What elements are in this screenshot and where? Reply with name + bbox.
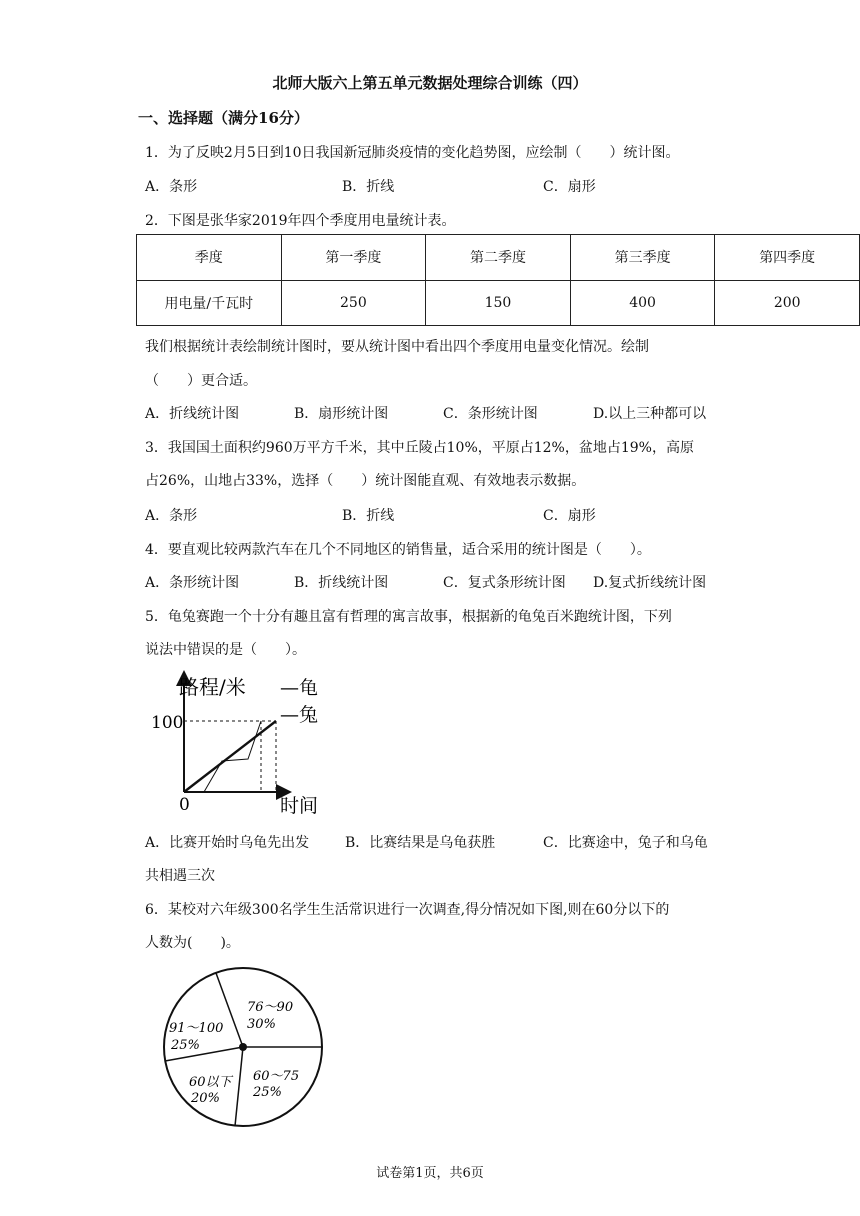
- x-axis-label: 时间: [280, 795, 319, 817]
- question-5-line2: 说法中错误的是（ ）。: [145, 642, 306, 658]
- table-header-cell: 第四季度: [715, 235, 860, 281]
- question-3-line2: 占26%，山地占33%，选择（ ）统计图能直观、有效地表示数据。: [145, 473, 586, 489]
- table-row: [137, 235, 860, 281]
- question-6-line1: 6．某校对六年级300名学生生活常识进行一次调查,得分情况如下图,则在60分以下的: [145, 902, 670, 918]
- question-2-stem: 2．下图是张华家2019年四个季度用电量统计表。: [145, 213, 456, 229]
- pie-slice-label: 91～100: [169, 1021, 224, 1036]
- pie-slice-label: 76～90: [247, 1000, 294, 1015]
- y-axis-label: 路程/米: [179, 675, 246, 699]
- q5-option-b: B．比赛结果是乌龟获胜: [345, 835, 496, 851]
- question-2-text-cont: （ ）更合适。: [145, 373, 257, 389]
- table-cell: 200: [715, 280, 860, 326]
- pie-slice-label: 60以下: [189, 1075, 232, 1090]
- page-title: 北师大版六上第五单元数据处理综合训练（四）: [272, 74, 588, 92]
- page-footer: 试卷第1页，共6页: [376, 1166, 484, 1181]
- q5-option-a: A．比赛开始时乌龟先出发: [145, 835, 310, 851]
- table-header-cell: 第二季度: [426, 235, 571, 281]
- score-pie-chart: [155, 965, 335, 1145]
- pie-slice-percent: 25%: [171, 1038, 200, 1053]
- question-6-line2: 人数为( )。: [145, 935, 240, 951]
- origin-label: 0: [179, 795, 190, 815]
- q3-option-c: C．扇形: [543, 508, 596, 524]
- q1-option-c: C．扇形: [543, 179, 596, 195]
- table-row-label: 用电量/千瓦时: [137, 280, 282, 326]
- electricity-table: [136, 234, 860, 326]
- question-4-stem: 4．要直观比较两款汽车在几个不同地区的销售量，适合采用的统计图是（ ）。: [145, 542, 651, 558]
- table-cell: 400: [570, 280, 715, 326]
- section-heading: 一、选择题（满分16分）: [138, 109, 309, 127]
- question-2-text: 我们根据统计表绘制统计图时，要从统计图中看出四个季度用电量变化情况。绘制: [145, 339, 649, 355]
- pie-slice-percent: 30%: [247, 1017, 276, 1032]
- q5-option-c: C．比赛途中，兔子和乌龟: [543, 835, 708, 851]
- pie-slice-percent: 20%: [191, 1091, 220, 1106]
- race-graph: [150, 668, 350, 818]
- q5-option-c-cont: 共相遇三次: [145, 868, 215, 884]
- q3-option-a: A．条形: [145, 508, 198, 524]
- q4-option-c: C．复式条形统计图: [443, 575, 566, 591]
- legend-tortoise: —龟: [280, 677, 319, 699]
- table-row: [137, 280, 860, 326]
- q2-option-b: B．扇形统计图: [294, 406, 389, 422]
- table-header-cell: 第一季度: [281, 235, 426, 281]
- q2-option-c: C．条形统计图: [443, 406, 538, 422]
- y-tick-label: 100: [151, 713, 184, 733]
- table-cell: 150: [426, 280, 571, 326]
- q1-option-a: A．条形: [145, 179, 198, 195]
- legend-rabbit: —兔: [280, 704, 319, 726]
- q4-option-a: A．条形统计图: [145, 575, 240, 591]
- table-header-cell: 第三季度: [570, 235, 715, 281]
- question-3-line1: 3．我国国土面积约960万平方千米，其中丘陵占10%，平原占12%，盆地占19%，高原: [145, 440, 694, 456]
- pie-slice-percent: 25%: [253, 1085, 282, 1100]
- table-header-cell: 季度: [137, 235, 282, 281]
- q4-option-d: D.复式折线统计图: [593, 575, 707, 591]
- question-5-line1: 5．龟兔赛跑一个十分有趣且富有哲理的寓言故事，根据新的龟兔百米跑统计图，下列: [145, 609, 672, 625]
- q2-option-a: A．折线统计图: [145, 406, 240, 422]
- rabbit-line: [204, 721, 261, 792]
- q3-option-b: B．折线: [342, 508, 395, 524]
- table-cell: 250: [281, 280, 426, 326]
- q4-option-b: B．折线统计图: [294, 575, 389, 591]
- tortoise-line: [184, 721, 276, 792]
- q1-option-b: B．折线: [342, 179, 395, 195]
- pie-slice-label: 60～75: [253, 1069, 300, 1084]
- question-1-stem: 1．为了反映2月5日到10日我国新冠肺炎疫情的变化趋势图，应绘制（ ）统计图。: [145, 145, 680, 161]
- pie-center: [239, 1043, 247, 1051]
- q2-option-d: D.以上三种都可以: [593, 406, 707, 422]
